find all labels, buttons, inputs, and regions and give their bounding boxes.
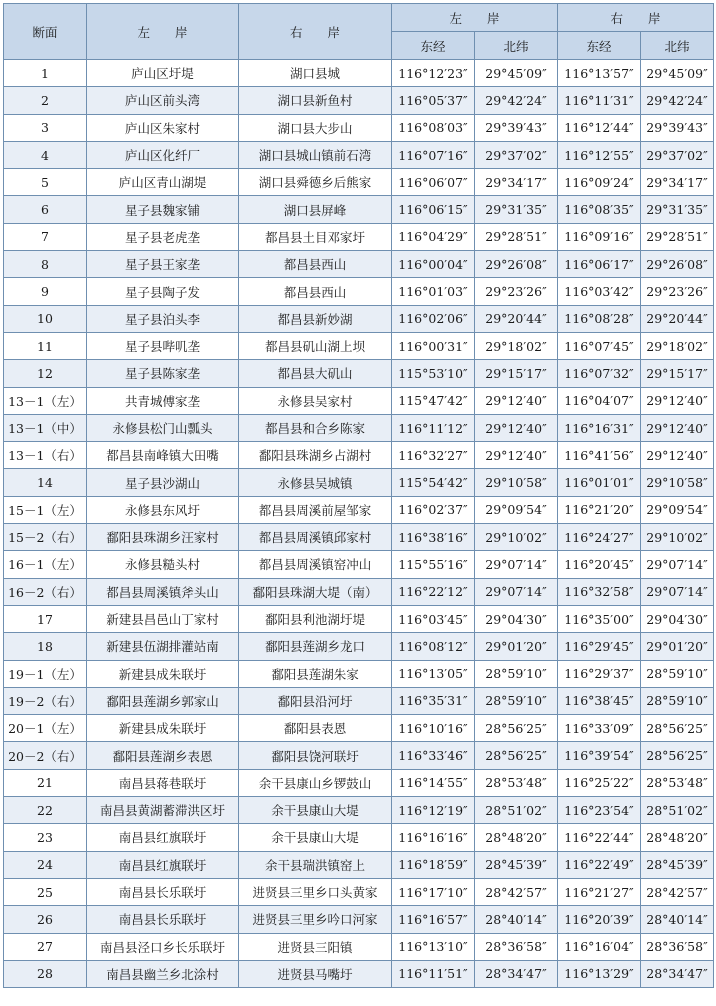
cell-right-bank: 余干县康山乡锣鼓山 <box>239 769 392 796</box>
cell-left-latitude: 29°10′02″ <box>475 524 558 551</box>
cell-left-bank: 南昌县黄湖蓄滞洪区圩 <box>87 797 239 824</box>
cell-right-latitude: 29°31′35″ <box>641 196 714 223</box>
cell-right-latitude: 28°40′14″ <box>641 906 714 933</box>
cell-left-latitude: 29°28′51″ <box>475 223 558 250</box>
cell-right-latitude: 29°10′58″ <box>641 469 714 496</box>
header-left-lat: 北纬 <box>475 32 558 60</box>
cell-left-longitude: 115°47′42″ <box>392 387 475 414</box>
cell-right-bank: 进贤县三阳镇 <box>239 933 392 960</box>
cell-right-longitude: 116°12′55″ <box>558 141 641 168</box>
cell-left-longitude: 116°33′46″ <box>392 742 475 769</box>
table-row <box>4 660 714 687</box>
cell-section: 26 <box>4 906 87 933</box>
cell-right-longitude: 116°22′44″ <box>558 824 641 851</box>
cell-left-latitude: 29°12′40″ <box>475 442 558 469</box>
cell-section: 20－2（右） <box>4 742 87 769</box>
cell-left-latitude: 29°09′54″ <box>475 496 558 523</box>
cell-section: 15－2（右） <box>4 524 87 551</box>
cell-section: 15－1（左） <box>4 496 87 523</box>
cell-right-bank: 鄱阳县珠湖乡占湖村 <box>239 442 392 469</box>
cell-right-bank: 鄱阳县利池湖圩堤 <box>239 605 392 632</box>
cell-right-bank: 都昌县矶山湖上坝 <box>239 332 392 359</box>
cell-right-latitude: 29°15′17″ <box>641 360 714 387</box>
cell-right-latitude: 29°04′30″ <box>641 605 714 632</box>
cell-left-bank: 星子县沙湖山 <box>87 469 239 496</box>
cell-left-bank: 都昌县周溪镇斧头山 <box>87 578 239 605</box>
cell-section: 12 <box>4 360 87 387</box>
cell-left-longitude: 116°13′10″ <box>392 933 475 960</box>
cell-right-latitude: 28°53′48″ <box>641 769 714 796</box>
cell-section: 17 <box>4 605 87 632</box>
cell-left-latitude: 28°40′14″ <box>475 906 558 933</box>
cell-right-bank: 鄱阳县饶河联圩 <box>239 742 392 769</box>
cell-section: 7 <box>4 223 87 250</box>
cell-right-bank: 永修县吴家村 <box>239 387 392 414</box>
cell-section: 19－2（右） <box>4 687 87 714</box>
cell-section: 27 <box>4 933 87 960</box>
cell-right-longitude: 116°33′09″ <box>558 715 641 742</box>
cell-left-longitude: 116°11′12″ <box>392 414 475 441</box>
cell-section: 16－2（右） <box>4 578 87 605</box>
cell-left-bank: 星子县老虎垄 <box>87 223 239 250</box>
table-row <box>4 469 714 496</box>
cell-left-bank: 星子县哔叽垄 <box>87 332 239 359</box>
cell-right-longitude: 116°03′42″ <box>558 278 641 305</box>
cell-right-bank: 都昌县和合乡陈家 <box>239 414 392 441</box>
cell-left-latitude: 28°59′10″ <box>475 660 558 687</box>
cell-right-latitude: 28°59′10″ <box>641 687 714 714</box>
cell-right-longitude: 116°07′32″ <box>558 360 641 387</box>
cell-left-longitude: 116°06′07″ <box>392 169 475 196</box>
cell-left-bank: 庐山区前头湾 <box>87 87 239 114</box>
cell-right-latitude: 29°37′02″ <box>641 141 714 168</box>
cell-right-longitude: 116°35′00″ <box>558 605 641 632</box>
cell-left-bank: 永修县松门山瓢头 <box>87 414 239 441</box>
table-wrapper <box>3 3 714 988</box>
table-row <box>4 551 714 578</box>
cell-right-bank: 湖口县新鱼村 <box>239 87 392 114</box>
cell-section: 23 <box>4 824 87 851</box>
cell-right-latitude: 29°07′14″ <box>641 551 714 578</box>
cell-left-longitude: 116°02′06″ <box>392 305 475 332</box>
table-row <box>4 878 714 905</box>
cell-section: 4 <box>4 141 87 168</box>
cell-left-latitude: 28°34′47″ <box>475 960 558 987</box>
cell-left-longitude: 116°01′03″ <box>392 278 475 305</box>
cell-section: 5 <box>4 169 87 196</box>
cell-right-latitude: 28°56′25″ <box>641 742 714 769</box>
cell-left-bank: 新建县昌邑山丁家村 <box>87 605 239 632</box>
cell-right-latitude: 29°12′40″ <box>641 442 714 469</box>
cell-right-latitude: 28°48′20″ <box>641 824 714 851</box>
cell-right-longitude: 116°04′07″ <box>558 387 641 414</box>
cell-right-latitude: 29°34′17″ <box>641 169 714 196</box>
table-row <box>4 824 714 851</box>
table-row <box>4 332 714 359</box>
cell-right-latitude: 28°56′25″ <box>641 715 714 742</box>
cell-left-longitude: 116°02′37″ <box>392 496 475 523</box>
table-row <box>4 633 714 660</box>
cell-right-longitude: 116°25′22″ <box>558 769 641 796</box>
cell-section: 13－1（中） <box>4 414 87 441</box>
cell-section: 28 <box>4 960 87 987</box>
table-row <box>4 742 714 769</box>
cell-left-longitude: 116°13′05″ <box>392 660 475 687</box>
cell-right-longitude: 116°16′04″ <box>558 933 641 960</box>
cell-right-latitude: 29°42′24″ <box>641 87 714 114</box>
cell-section: 13－1（左） <box>4 387 87 414</box>
cell-right-bank: 进贤县三里乡口头黄家 <box>239 878 392 905</box>
cell-left-bank: 庐山区青山湖堤 <box>87 169 239 196</box>
cell-right-bank: 都昌县土目邓家圩 <box>239 223 392 250</box>
cell-right-longitude: 116°06′17″ <box>558 251 641 278</box>
cell-right-longitude: 116°09′24″ <box>558 169 641 196</box>
cell-left-latitude: 29°45′09″ <box>475 60 558 87</box>
cell-left-longitude: 116°00′31″ <box>392 332 475 359</box>
table-row <box>4 524 714 551</box>
table-row <box>4 60 714 87</box>
cell-section: 16－1（左） <box>4 551 87 578</box>
cell-left-bank: 鄱阳县珠湖乡汪家村 <box>87 524 239 551</box>
table-row <box>4 769 714 796</box>
cell-right-latitude: 29°09′54″ <box>641 496 714 523</box>
table-header <box>4 4 714 60</box>
table-row <box>4 906 714 933</box>
cell-section: 2 <box>4 87 87 114</box>
cell-left-longitude: 116°07′16″ <box>392 141 475 168</box>
cell-left-bank: 南昌县蒋巷联圩 <box>87 769 239 796</box>
cell-left-latitude: 29°20′44″ <box>475 305 558 332</box>
cell-right-longitude: 116°08′28″ <box>558 305 641 332</box>
cell-left-longitude: 115°55′16″ <box>392 551 475 578</box>
cell-section: 3 <box>4 114 87 141</box>
cell-left-latitude: 28°45′39″ <box>475 851 558 878</box>
cell-left-bank: 新建县成朱联圩 <box>87 715 239 742</box>
cell-right-bank: 进贤县马嘴圩 <box>239 960 392 987</box>
cell-section: 10 <box>4 305 87 332</box>
cell-right-bank: 湖口县大步山 <box>239 114 392 141</box>
cell-left-bank: 庐山区化纤厂 <box>87 141 239 168</box>
cell-right-longitude: 116°29′37″ <box>558 660 641 687</box>
cell-left-latitude: 29°04′30″ <box>475 605 558 632</box>
cell-left-latitude: 28°42′57″ <box>475 878 558 905</box>
cell-right-bank: 鄱阳县莲湖朱家 <box>239 660 392 687</box>
cell-section: 22 <box>4 797 87 824</box>
table-row <box>4 687 714 714</box>
cell-left-latitude: 28°48′20″ <box>475 824 558 851</box>
cell-left-longitude: 116°06′15″ <box>392 196 475 223</box>
cell-left-longitude: 115°53′10″ <box>392 360 475 387</box>
table-row <box>4 196 714 223</box>
cell-left-latitude: 29°31′35″ <box>475 196 558 223</box>
cell-right-longitude: 116°22′49″ <box>558 851 641 878</box>
header-left-lon: 东经 <box>392 32 475 60</box>
cell-left-latitude: 29°01′20″ <box>475 633 558 660</box>
cell-section: 11 <box>4 332 87 359</box>
cell-right-latitude: 29°12′40″ <box>641 387 714 414</box>
cell-section: 21 <box>4 769 87 796</box>
table-row <box>4 496 714 523</box>
cell-left-longitude: 116°16′57″ <box>392 906 475 933</box>
cell-right-longitude: 116°32′58″ <box>558 578 641 605</box>
cell-right-longitude: 116°29′45″ <box>558 633 641 660</box>
cell-left-bank: 南昌县幽兰乡北涂村 <box>87 960 239 987</box>
cell-right-latitude: 29°23′26″ <box>641 278 714 305</box>
cell-left-bank: 南昌县红旗联圩 <box>87 824 239 851</box>
cell-left-bank: 南昌县长乐联圩 <box>87 878 239 905</box>
cell-left-longitude: 116°12′19″ <box>392 797 475 824</box>
cell-left-latitude: 28°56′25″ <box>475 715 558 742</box>
table-row <box>4 141 714 168</box>
cell-left-bank: 星子县泊头李 <box>87 305 239 332</box>
cell-right-longitude: 116°23′54″ <box>558 797 641 824</box>
cell-left-latitude: 29°34′17″ <box>475 169 558 196</box>
table-row <box>4 933 714 960</box>
cell-right-longitude: 116°38′45″ <box>558 687 641 714</box>
cell-right-longitude: 116°01′01″ <box>558 469 641 496</box>
cell-right-longitude: 116°21′20″ <box>558 496 641 523</box>
table-row <box>4 578 714 605</box>
cell-right-latitude: 29°20′44″ <box>641 305 714 332</box>
table-row <box>4 278 714 305</box>
cell-right-longitude: 116°13′29″ <box>558 960 641 987</box>
cell-left-latitude: 29°12′40″ <box>475 387 558 414</box>
cell-left-latitude: 29°07′14″ <box>475 578 558 605</box>
cell-right-latitude: 29°18′02″ <box>641 332 714 359</box>
cell-right-bank: 余干县康山大堤 <box>239 824 392 851</box>
table-row <box>4 387 714 414</box>
cell-right-latitude: 29°01′20″ <box>641 633 714 660</box>
cell-left-bank: 新建县成朱联圩 <box>87 660 239 687</box>
cell-right-longitude: 116°08′35″ <box>558 196 641 223</box>
table-row <box>4 797 714 824</box>
cell-left-latitude: 28°59′10″ <box>475 687 558 714</box>
cell-left-latitude: 29°12′40″ <box>475 414 558 441</box>
cell-section: 25 <box>4 878 87 905</box>
cell-right-longitude: 116°20′45″ <box>558 551 641 578</box>
table-row <box>4 605 714 632</box>
table-row <box>4 251 714 278</box>
cell-right-latitude: 29°45′09″ <box>641 60 714 87</box>
cell-right-longitude: 116°07′45″ <box>558 332 641 359</box>
cell-left-longitude: 116°11′51″ <box>392 960 475 987</box>
cell-left-longitude: 116°22′12″ <box>392 578 475 605</box>
cell-right-longitude: 116°21′27″ <box>558 878 641 905</box>
cell-section: 9 <box>4 278 87 305</box>
cell-right-latitude: 29°26′08″ <box>641 251 714 278</box>
cell-section: 19－1（左） <box>4 660 87 687</box>
cell-right-longitude: 116°16′31″ <box>558 414 641 441</box>
cell-right-bank: 都昌县西山 <box>239 278 392 305</box>
cell-right-bank: 余干县康山大堤 <box>239 797 392 824</box>
header-right-lat: 北纬 <box>641 32 714 60</box>
cell-left-bank: 都昌县南峰镇大田嘴 <box>87 442 239 469</box>
cell-left-bank: 永修县糙头村 <box>87 551 239 578</box>
cell-section: 13－1（右） <box>4 442 87 469</box>
cell-right-bank: 都昌县周溪镇窑冲山 <box>239 551 392 578</box>
cell-left-bank: 庐山区圩堤 <box>87 60 239 87</box>
table-row <box>4 414 714 441</box>
cell-left-latitude: 29°37′02″ <box>475 141 558 168</box>
cell-right-latitude: 29°12′40″ <box>641 414 714 441</box>
cell-right-latitude: 29°39′43″ <box>641 114 714 141</box>
cell-left-latitude: 28°36′58″ <box>475 933 558 960</box>
cell-left-bank: 星子县陶子发 <box>87 278 239 305</box>
cell-left-longitude: 116°08′12″ <box>392 633 475 660</box>
cell-left-bank: 鄱阳县莲湖乡表恩 <box>87 742 239 769</box>
cell-left-longitude: 116°05′37″ <box>392 87 475 114</box>
header-right-lon: 东经 <box>558 32 641 60</box>
table-row <box>4 960 714 987</box>
cell-section: 14 <box>4 469 87 496</box>
cell-left-longitude: 116°10′16″ <box>392 715 475 742</box>
header-right-coords: 右 岸 <box>558 4 714 32</box>
cell-right-longitude: 116°12′44″ <box>558 114 641 141</box>
header-left-coords: 左 岸 <box>392 4 558 32</box>
cell-section: 24 <box>4 851 87 878</box>
cell-left-latitude: 29°07′14″ <box>475 551 558 578</box>
cell-left-latitude: 29°23′26″ <box>475 278 558 305</box>
header-left-bank: 左 岸 <box>87 4 239 60</box>
cell-left-bank: 共青城傅家垄 <box>87 387 239 414</box>
header-right-bank: 右 岸 <box>239 4 392 60</box>
cell-right-bank: 永修县吴城镇 <box>239 469 392 496</box>
cell-left-bank: 星子县王家垄 <box>87 251 239 278</box>
cell-right-bank: 湖口县舜德乡后熊家 <box>239 169 392 196</box>
cell-left-latitude: 29°26′08″ <box>475 251 558 278</box>
cell-right-bank: 都昌县周溪前屋邹家 <box>239 496 392 523</box>
cell-right-longitude: 116°24′27″ <box>558 524 641 551</box>
table-row <box>4 305 714 332</box>
cell-right-longitude: 116°41′56″ <box>558 442 641 469</box>
cell-left-longitude: 116°38′16″ <box>392 524 475 551</box>
cell-section: 18 <box>4 633 87 660</box>
cell-section: 20－1（左） <box>4 715 87 742</box>
table-row <box>4 715 714 742</box>
table-row <box>4 442 714 469</box>
cell-right-bank: 湖口县城山镇前石湾 <box>239 141 392 168</box>
cell-left-longitude: 116°18′59″ <box>392 851 475 878</box>
cell-left-bank: 南昌县红旗联圩 <box>87 851 239 878</box>
cell-left-longitude: 116°14′55″ <box>392 769 475 796</box>
cell-left-longitude: 116°12′23″ <box>392 60 475 87</box>
cell-section: 1 <box>4 60 87 87</box>
cell-left-latitude: 29°42′24″ <box>475 87 558 114</box>
cell-left-longitude: 116°32′27″ <box>392 442 475 469</box>
cell-right-latitude: 29°10′02″ <box>641 524 714 551</box>
cell-left-latitude: 28°53′48″ <box>475 769 558 796</box>
cell-left-bank: 新建县伍湖排灌站南 <box>87 633 239 660</box>
table-row <box>4 223 714 250</box>
cell-right-bank: 进贤县三里乡吟口河家 <box>239 906 392 933</box>
cell-right-longitude: 116°11′31″ <box>558 87 641 114</box>
cell-left-longitude: 116°00′04″ <box>392 251 475 278</box>
cross-section-table <box>3 3 714 988</box>
cell-right-bank: 鄱阳县沿河圩 <box>239 687 392 714</box>
cell-left-bank: 南昌县泾口乡长乐联圩 <box>87 933 239 960</box>
table-body <box>4 60 714 988</box>
cell-right-bank: 湖口县屏峰 <box>239 196 392 223</box>
cell-left-longitude: 116°17′10″ <box>392 878 475 905</box>
cell-right-bank: 湖口县城 <box>239 60 392 87</box>
cell-left-longitude: 116°16′16″ <box>392 824 475 851</box>
cell-left-longitude: 115°54′42″ <box>392 469 475 496</box>
cell-right-bank: 鄱阳县珠湖大堤（南） <box>239 578 392 605</box>
cell-right-latitude: 28°42′57″ <box>641 878 714 905</box>
cell-right-longitude: 116°13′57″ <box>558 60 641 87</box>
cell-right-bank: 都昌县西山 <box>239 251 392 278</box>
table-row <box>4 169 714 196</box>
cell-left-longitude: 116°04′29″ <box>392 223 475 250</box>
cell-left-bank: 星子县魏家铺 <box>87 196 239 223</box>
cell-right-latitude: 28°36′58″ <box>641 933 714 960</box>
cell-left-longitude: 116°08′03″ <box>392 114 475 141</box>
table-row <box>4 851 714 878</box>
table-row <box>4 360 714 387</box>
cell-right-bank: 都昌县新妙湖 <box>239 305 392 332</box>
table-row <box>4 87 714 114</box>
cell-right-longitude: 116°39′54″ <box>558 742 641 769</box>
header-section: 断面 <box>4 4 87 60</box>
cell-right-latitude: 28°34′47″ <box>641 960 714 987</box>
header-row-1 <box>4 4 714 32</box>
cell-left-latitude: 28°51′02″ <box>475 797 558 824</box>
cell-right-bank: 鄱阳县莲湖乡龙口 <box>239 633 392 660</box>
cell-left-bank: 庐山区朱家村 <box>87 114 239 141</box>
cell-right-longitude: 116°20′39″ <box>558 906 641 933</box>
cell-right-latitude: 28°45′39″ <box>641 851 714 878</box>
cell-right-bank: 都昌县大矶山 <box>239 360 392 387</box>
cell-left-latitude: 28°56′25″ <box>475 742 558 769</box>
cell-right-bank: 都昌县周溪镇邱家村 <box>239 524 392 551</box>
cell-right-bank: 鄱阳县表恩 <box>239 715 392 742</box>
cell-left-bank: 星子县陈家垄 <box>87 360 239 387</box>
table-row <box>4 114 714 141</box>
cell-section: 8 <box>4 251 87 278</box>
cell-section: 6 <box>4 196 87 223</box>
cell-right-latitude: 28°59′10″ <box>641 660 714 687</box>
cell-left-longitude: 116°03′45″ <box>392 605 475 632</box>
cell-right-latitude: 29°28′51″ <box>641 223 714 250</box>
cell-left-bank: 南昌县长乐联圩 <box>87 906 239 933</box>
cell-left-latitude: 29°15′17″ <box>475 360 558 387</box>
cell-left-latitude: 29°39′43″ <box>475 114 558 141</box>
cell-right-latitude: 29°07′14″ <box>641 578 714 605</box>
cell-right-latitude: 28°51′02″ <box>641 797 714 824</box>
cell-right-bank: 余干县瑞洪镇窑上 <box>239 851 392 878</box>
cell-left-latitude: 29°10′58″ <box>475 469 558 496</box>
cell-left-bank: 永修县东风圩 <box>87 496 239 523</box>
cell-right-longitude: 116°09′16″ <box>558 223 641 250</box>
cell-left-latitude: 29°18′02″ <box>475 332 558 359</box>
cell-left-longitude: 116°35′31″ <box>392 687 475 714</box>
cell-left-bank: 鄱阳县莲湖乡郭家山 <box>87 687 239 714</box>
